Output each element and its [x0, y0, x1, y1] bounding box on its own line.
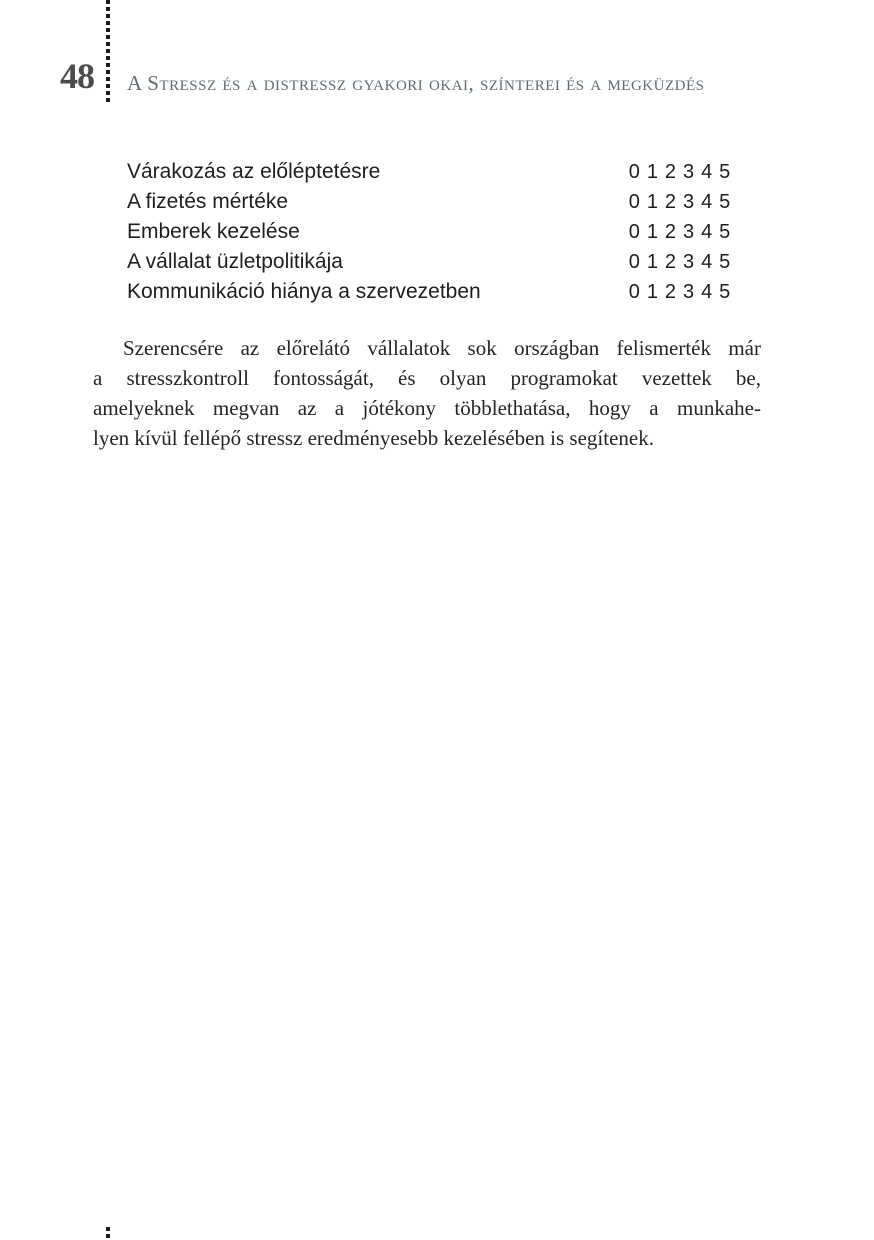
rating-scale-values: 0 1 2 3 4 5	[628, 161, 731, 183]
rating-scale-values: 0 1 2 3 4 5	[628, 251, 731, 273]
stress-cause-rating-list	[127, 157, 731, 307]
rating-row	[127, 247, 731, 277]
rating-scale-values: 0 1 2 3 4 5	[628, 281, 731, 303]
paragraph-line: a stresszkontroll fontosságát, és olyan programokat vezettek be,	[93, 366, 761, 390]
rating-row	[127, 157, 731, 187]
rating-item-label: A vállalat üzletpolitikája	[127, 250, 343, 273]
paragraph-line: Szerencsére az előrelátó vállalatok sok országban felismerték már	[123, 336, 761, 360]
rating-item-label: A fizetés mértéke	[127, 190, 289, 213]
rating-scale-values: 0 1 2 3 4 5	[628, 191, 731, 213]
running-head-title: A Stressz és a distressz gyakori okai, színterei és a megküzdés	[127, 71, 705, 95]
rating-row	[127, 217, 731, 247]
rating-item-label: Várakozás az előléptetésre	[127, 160, 381, 183]
rating-row	[127, 187, 731, 217]
rating-item-label: Emberek kezelése	[127, 220, 300, 243]
rating-row	[127, 277, 731, 307]
dotted-margin-rule-bottom	[106, 1227, 110, 1240]
rating-item-label: Kommunikáció hiánya a szervezetben	[127, 280, 481, 303]
body-paragraph	[93, 333, 761, 453]
dotted-margin-rule-top	[106, 0, 110, 103]
page-number: 48	[60, 56, 94, 96]
paragraph-line: lyen kívül fellépő stressz eredményesebb kezelésében is segítenek.	[93, 426, 654, 450]
rating-scale-values: 0 1 2 3 4 5	[628, 221, 731, 243]
paragraph-line: amelyeknek megvan az a jótékony többlethatása, hogy a munkahe-	[93, 396, 761, 420]
